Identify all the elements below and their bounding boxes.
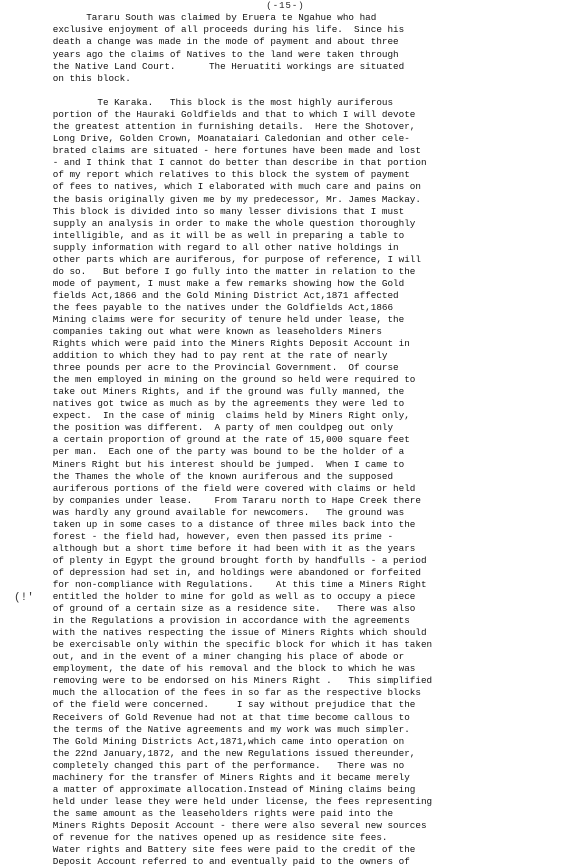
text-line: per man. Each one of the party was bound to be the holder of a: [36, 446, 405, 458]
text-line: taken up in some cases to a distance of three miles back into the: [36, 518, 416, 530]
text-line: Te Karaka. This block is the most highly auriferous: [36, 97, 394, 109]
text-line: Water rights and Battery site fees were paid to the credit of the: [36, 844, 416, 856]
text-line: for non-compliance with Regulations. At this time a Miners Right: [36, 579, 427, 590]
text-line: of depression had set in, and holdings were abandoned or forfeited: [36, 566, 421, 578]
text-line: intelligible, and as it will be as well in preparing a table to: [36, 229, 405, 241]
page-number: (-15-): [266, 1, 305, 11]
text-line: with the natives respecting the issue of Miners Rights which should: [36, 627, 427, 639]
text-line: the Thames the whole of the known auriferous and the supposed: [36, 470, 394, 482]
text-line: the fees payable to the natives under the Goldfields Act,1866: [36, 301, 394, 313]
text-line: of plenty in Egypt the ground brought forth by handfulls - a period: [36, 554, 427, 566]
text-line: out, and in the event of a miner changing his place of abode or: [36, 651, 405, 663]
text-line: expect. In the case of minig claims held by Miners Right only,: [36, 410, 410, 422]
text-line: of revenue for the natives opened up as residence site fees.: [36, 831, 388, 843]
text-line: brated claims are situated - here fortunes have been made and lost: [36, 145, 421, 157]
text-line: The Gold Mining Districts Act,1871,which came into operation on: [36, 735, 405, 747]
text-line: take out Miners Rights, and if the ground was fully manned, the: [36, 386, 405, 398]
text-line: three pounds per acre to the Provincial Government. Of course: [36, 362, 399, 374]
margin-annotation: (!': [14, 592, 34, 604]
text-line: was hardly any ground available for newcomers. The ground was: [36, 506, 405, 518]
paragraph-te-karaka: [36, 97, 541, 868]
text-line: other parts which are auriferous, for purpose of reference, I will: [36, 253, 421, 265]
text-line: the men employed in mining on the ground so held were required to: [36, 374, 416, 386]
text-line: completely changed this part of the performance. There was no: [36, 759, 405, 771]
text-line: the 22nd January,1872, and the new Regulations issued thereunder,: [36, 747, 416, 759]
text-line: fields Act,1866 and the Gold Mining District Act,1871 affected: [36, 289, 399, 301]
text-line: although but a short time before it had been with it as the years: [36, 542, 416, 554]
text-line: supply an analysis in order to make the whole question thoroughly: [36, 217, 416, 229]
text-line: Tararu South was claimed by Eruera te Ngahue who had: [36, 12, 377, 23]
text-line: on this block.: [36, 72, 131, 84]
text-line: mode of payment, I must make a few remarks showing how the Gold: [36, 277, 405, 289]
text-line: - and I think that I cannot do better than describe in that portion: [36, 157, 427, 169]
text-line: the basis originally given me by my predecessor, Mr. James Mackay.: [36, 193, 421, 205]
paragraph-tararu-south: [36, 12, 541, 85]
text-line: of the field were concerned. I say without prejudice that the: [36, 699, 416, 711]
text-line: the terms of the Native agreements and my work was much simpler.: [36, 723, 410, 735]
text-line: portion of the Hauraki Goldfields and that to which I will devote: [36, 109, 416, 121]
text-line: be exercisable only within the specific block for which it has taken: [36, 639, 433, 651]
text-line: addition to which they had to pay rent at the rate of nearly: [36, 350, 388, 362]
document-body: [36, 12, 541, 868]
text-line: years ago the claims of Natives to the land were taken through: [36, 48, 399, 60]
text-line: much the allocation of the fees in so far as the respective blocks: [36, 687, 421, 699]
text-line: Mining claims were for security of tenure held under lease, the: [36, 313, 405, 325]
text-line: Receivers of Gold Revenue had not at that time become callous to: [36, 711, 410, 723]
text-line: of fees to natives, which I elaborated with much care and pains on: [36, 181, 421, 193]
text-line: of ground of a certain size as a residence site. There was also: [36, 603, 416, 615]
text-line: a matter of approximate allocation.Instead of Mining claims being: [36, 783, 416, 795]
text-line: machinery for the transfer of Miners Rights and it became merely: [36, 771, 410, 783]
text-line: held under lease they were held under license, the fees representing: [36, 795, 433, 807]
text-line: Long Drive, Golden Crown, Moanataiari Caledonian and other cele-: [36, 133, 410, 145]
text-line: in the Regulations a provision in accordance with the agreements: [36, 615, 410, 627]
text-line: Deposit Account referred to and eventually paid to the owners of: [36, 856, 410, 868]
text-line: auriferous portions of the field were covered with claims or held: [36, 482, 416, 494]
text-line: Rights which were paid into the Miners Rights Deposit Account in: [36, 338, 410, 350]
text-line: This block is divided into so many lesser divisions that I must: [36, 205, 405, 217]
text-line: natives got twice as much as by the agreements they were led to: [36, 398, 405, 410]
text-line: supply information with regard to all other native holdings in: [36, 241, 399, 253]
text-line: the Native Land Court. The Heruatiti workings are situated: [36, 60, 405, 72]
text-line: of my report which relatives to this block the system of payment: [36, 169, 410, 181]
text-line: removing were to be endorsed on his Miners Right . This simplified: [36, 675, 433, 687]
text-line: entitled the holder to mine for gold as well as to occupy a piece: [36, 591, 416, 603]
text-line: exclusive enjoyment of all proceeds during his life. Since his: [36, 24, 405, 36]
text-line: the greatest attention in furnishing details. Here the Shotover,: [36, 121, 416, 133]
text-line: Miners Rights Deposit Account - there were also several new sources: [36, 819, 427, 831]
text-line: a certain proportion of ground at the rate of 15,000 square feet: [36, 434, 410, 446]
text-line: death a change was made in the mode of payment and about three: [36, 36, 399, 48]
text-line: Miners Right but his interest should be jumped. When I came to: [36, 458, 405, 470]
paragraph-gap: [36, 85, 541, 97]
text-line: by companies under lease. From Tararu north to Hape Creek there: [36, 494, 421, 506]
text-line: companies taking out what were known as leaseholders Miners: [36, 326, 382, 338]
text-line: employment, the date of his removal and the block to which he was: [36, 663, 416, 675]
text-line: the same amount as the leaseholders rights were paid into the: [36, 807, 394, 819]
text-line: forest - the field had, however, even then passed its prime -: [36, 530, 394, 542]
text-line: the position was different. A party of men couldpeg out only: [36, 422, 394, 434]
text-line: do so. But before I go fully into the matter in relation to the: [36, 265, 416, 277]
